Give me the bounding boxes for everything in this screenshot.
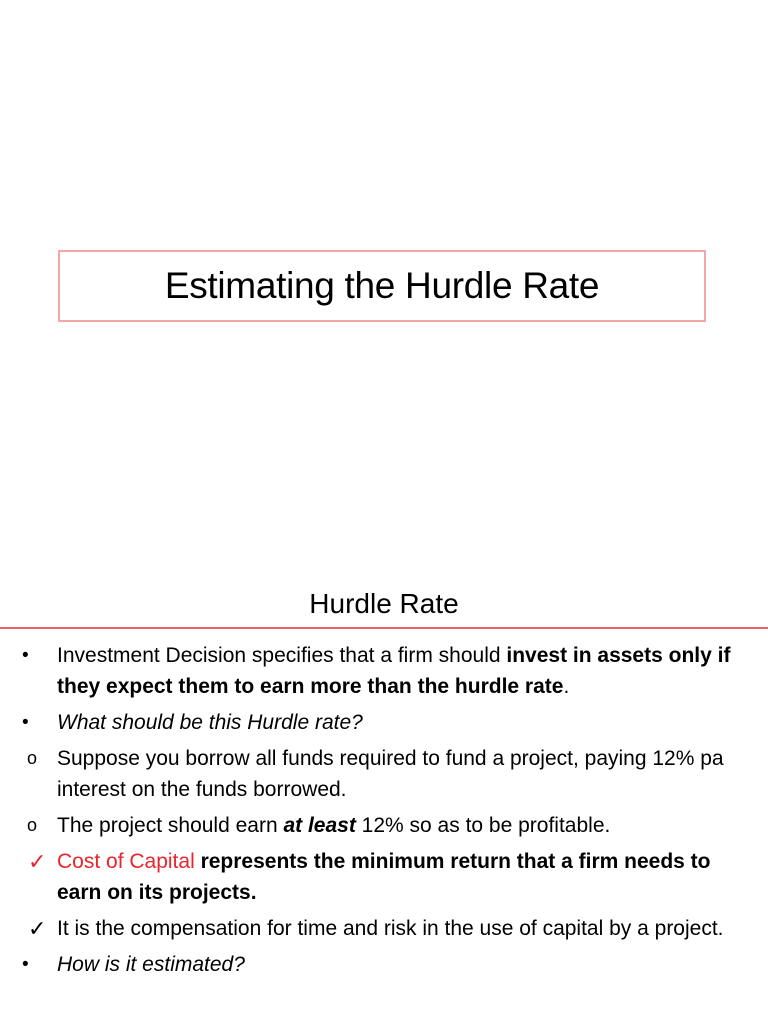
bullet-text: . bbox=[563, 675, 570, 698]
bullet-item bbox=[0, 846, 768, 908]
bullet-item bbox=[0, 640, 768, 702]
bullet-text: 12% so as to be profitable. bbox=[355, 814, 611, 837]
slide-title: Estimating the Hurdle Rate bbox=[164, 265, 600, 306]
bullet-text-bold: invest in assets only if they expect them to earn more than the hurdle rate bbox=[57, 644, 731, 698]
title-box bbox=[58, 250, 706, 322]
bullet-circle-icon: o bbox=[27, 748, 38, 768]
bullet-item bbox=[0, 913, 768, 944]
bullet-item bbox=[0, 743, 768, 805]
bullet-text-bold: represents the minimum return that a firm needs to earn on its projects. bbox=[57, 850, 711, 904]
bullet-text-italic: How is it estimated? bbox=[57, 953, 245, 976]
bullet-text: Investment Decision specifies that a firm should bbox=[57, 644, 507, 667]
bullet-dot-icon: • bbox=[22, 954, 29, 975]
bullet-text-highlight: Cost of Capital bbox=[57, 850, 195, 873]
heading-divider bbox=[0, 627, 768, 629]
bullet-item bbox=[0, 949, 768, 980]
bullet-dot-icon: • bbox=[22, 645, 29, 666]
bullet-item bbox=[0, 810, 768, 841]
bullet-dot-icon: • bbox=[22, 712, 29, 733]
bullet-text-italic: What should be this Hurdle rate? bbox=[57, 711, 363, 734]
slide-heading: Hurdle Rate bbox=[309, 588, 459, 619]
checkmark-icon: ✓ bbox=[28, 916, 47, 941]
bullet-text: It is the compensation for time and risk in the use of capital by a project. bbox=[57, 917, 724, 940]
bullet-item bbox=[0, 707, 768, 738]
bullet-circle-icon: o bbox=[27, 815, 38, 835]
checkmark-icon: ✓ bbox=[28, 849, 47, 874]
bullet-text: Suppose you borrow all funds required to fund a project, paying 12% pa interest on the funds borrowed. bbox=[57, 747, 724, 801]
bullet-text-emphasis: at least bbox=[283, 814, 356, 837]
bullet-list bbox=[0, 640, 768, 985]
bullet-text: The project should earn bbox=[57, 814, 284, 837]
content-slide bbox=[0, 566, 768, 1024]
